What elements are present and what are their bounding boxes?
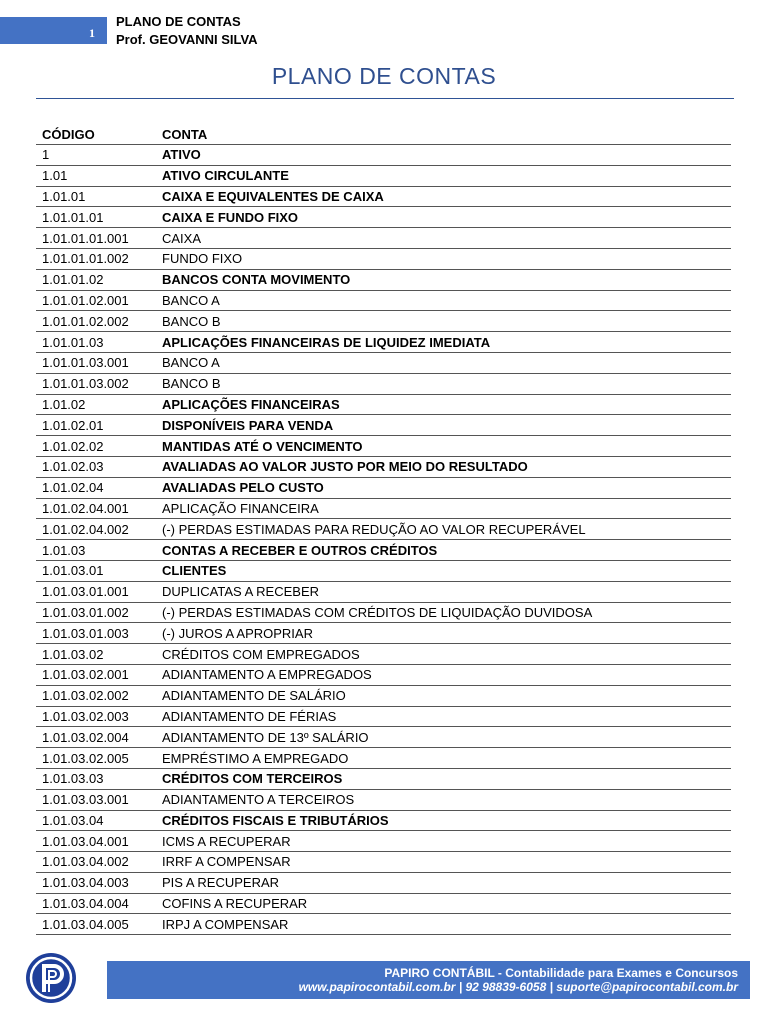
page-number: 1 bbox=[89, 26, 95, 40]
table-row bbox=[36, 602, 731, 623]
table-row bbox=[36, 706, 731, 727]
account-code: 1.01.03.04 bbox=[36, 810, 156, 831]
account-name: COFINS A RECUPERAR bbox=[156, 893, 731, 914]
account-name: DISPONÍVEIS PARA VENDA bbox=[156, 415, 731, 436]
table-row bbox=[36, 789, 731, 810]
account-name: ADIANTAMENTO A EMPREGADOS bbox=[156, 664, 731, 685]
header-title: PLANO DE CONTAS bbox=[116, 14, 241, 29]
account-name: IRRF A COMPENSAR bbox=[156, 852, 731, 873]
table-body bbox=[36, 145, 731, 935]
account-code: 1.01.03.03.001 bbox=[36, 789, 156, 810]
column-header-code: CÓDIGO bbox=[36, 124, 156, 145]
account-name: PIS A RECUPERAR bbox=[156, 872, 731, 893]
account-name: APLICAÇÃO FINANCEIRA bbox=[156, 498, 731, 519]
account-code: 1.01.03.04.001 bbox=[36, 831, 156, 852]
table-row bbox=[36, 165, 731, 186]
account-name: BANCO B bbox=[156, 373, 731, 394]
header-author: Prof. GEOVANNI SILVA bbox=[116, 32, 258, 47]
table-row bbox=[36, 290, 731, 311]
table-row bbox=[36, 519, 731, 540]
accounts-table bbox=[36, 124, 731, 935]
account-code: 1.01.01.03.001 bbox=[36, 352, 156, 373]
account-name: CONTAS A RECEBER E OUTROS CRÉDITOS bbox=[156, 540, 731, 561]
table-row bbox=[36, 581, 731, 602]
table-row bbox=[36, 727, 731, 748]
page-title: PLANO DE CONTAS bbox=[271, 63, 497, 89]
account-code: 1.01.03.02.003 bbox=[36, 706, 156, 727]
footer-bar bbox=[107, 961, 750, 999]
table-header-row bbox=[36, 124, 731, 145]
account-code: 1.01.03.02.002 bbox=[36, 685, 156, 706]
account-code: 1.01.03.04.005 bbox=[36, 914, 156, 935]
table-row bbox=[36, 332, 731, 353]
account-name: CLIENTES bbox=[156, 560, 731, 581]
account-name: CAIXA bbox=[156, 228, 731, 249]
account-code: 1.01.03.02.004 bbox=[36, 727, 156, 748]
account-code: 1.01.02.01 bbox=[36, 415, 156, 436]
account-code: 1.01.03.01.003 bbox=[36, 623, 156, 644]
account-code: 1.01.01.01.001 bbox=[36, 228, 156, 249]
account-name: CRÉDITOS FISCAIS E TRIBUTÁRIOS bbox=[156, 810, 731, 831]
account-code: 1.01.01.02.002 bbox=[36, 311, 156, 332]
account-code: 1.01.02 bbox=[36, 394, 156, 415]
account-code: 1.01.03.02.005 bbox=[36, 748, 156, 769]
account-name: ATIVO bbox=[156, 145, 731, 166]
account-name: BANCOS CONTA MOVIMENTO bbox=[156, 269, 731, 290]
account-name: (-) PERDAS ESTIMADAS PARA REDUÇÃO AO VALOR RECUPERÁVEL bbox=[156, 519, 731, 540]
account-code: 1.01.03.04.004 bbox=[36, 893, 156, 914]
footer-contact[interactable]: www.papirocontabil.com.br | 92 98839-6058 | suporte@papirocontabil.com.br bbox=[298, 980, 738, 994]
account-code: 1.01.01.02 bbox=[36, 269, 156, 290]
account-name: DUPLICATAS A RECEBER bbox=[156, 581, 731, 602]
account-name: AVALIADAS PELO CUSTO bbox=[156, 477, 731, 498]
table-row bbox=[36, 415, 731, 436]
title-divider bbox=[36, 98, 734, 99]
footer-brand: PAPIRO CONTÁBIL - Contabilidade para Exames e Concursos bbox=[384, 966, 738, 980]
column-header-account: CONTA bbox=[156, 124, 731, 145]
account-code: 1.01.01.01.002 bbox=[36, 248, 156, 269]
account-name: APLICAÇÕES FINANCEIRAS DE LIQUIDEZ IMEDIATA bbox=[156, 332, 731, 353]
account-name: IRPJ A COMPENSAR bbox=[156, 914, 731, 935]
account-code: 1.01.01.03 bbox=[36, 332, 156, 353]
account-code: 1.01.02.03 bbox=[36, 456, 156, 477]
table-row bbox=[36, 540, 731, 561]
table-row bbox=[36, 145, 731, 166]
account-code: 1.01.03.03 bbox=[36, 768, 156, 789]
table-row bbox=[36, 852, 731, 873]
account-name: CRÉDITOS COM EMPREGADOS bbox=[156, 644, 731, 665]
table-row bbox=[36, 269, 731, 290]
table-row bbox=[36, 228, 731, 249]
table-row bbox=[36, 685, 731, 706]
table-row bbox=[36, 664, 731, 685]
table-row bbox=[36, 477, 731, 498]
account-name: ADIANTAMENTO DE SALÁRIO bbox=[156, 685, 731, 706]
account-code: 1.01.03.01 bbox=[36, 560, 156, 581]
table-row bbox=[36, 831, 731, 852]
account-name: (-) JUROS A APROPRIAR bbox=[156, 623, 731, 644]
account-code: 1.01.03.04.003 bbox=[36, 872, 156, 893]
account-code: 1.01.03.02 bbox=[36, 644, 156, 665]
account-name: CRÉDITOS COM TERCEIROS bbox=[156, 768, 731, 789]
account-name: CAIXA E EQUIVALENTES DE CAIXA bbox=[156, 186, 731, 207]
table-row bbox=[36, 311, 731, 332]
table-row bbox=[36, 560, 731, 581]
account-code: 1.01.03.02.001 bbox=[36, 664, 156, 685]
account-code: 1.01.03.04.002 bbox=[36, 852, 156, 873]
account-code: 1.01 bbox=[36, 165, 156, 186]
table-row bbox=[36, 436, 731, 457]
table-row bbox=[36, 498, 731, 519]
table-row bbox=[36, 352, 731, 373]
table-row bbox=[36, 768, 731, 789]
account-name: EMPRÉSTIMO A EMPREGADO bbox=[156, 748, 731, 769]
account-name: BANCO A bbox=[156, 352, 731, 373]
account-code: 1.01.02.04.001 bbox=[36, 498, 156, 519]
account-name: BANCO A bbox=[156, 290, 731, 311]
table-row bbox=[36, 810, 731, 831]
account-code: 1.01.02.04 bbox=[36, 477, 156, 498]
table-row bbox=[36, 248, 731, 269]
account-name: ICMS A RECUPERAR bbox=[156, 831, 731, 852]
table-row bbox=[36, 644, 731, 665]
account-name: ADIANTAMENTO DE 13º SALÁRIO bbox=[156, 727, 731, 748]
account-code: 1 bbox=[36, 145, 156, 166]
account-name: APLICAÇÕES FINANCEIRAS bbox=[156, 394, 731, 415]
account-name: ADIANTAMENTO DE FÉRIAS bbox=[156, 706, 731, 727]
account-code: 1.01.02.04.002 bbox=[36, 519, 156, 540]
table-row bbox=[36, 748, 731, 769]
account-code: 1.01.03 bbox=[36, 540, 156, 561]
table-row bbox=[36, 893, 731, 914]
account-code: 1.01.03.01.002 bbox=[36, 602, 156, 623]
papiro-logo-icon bbox=[25, 952, 77, 1004]
account-code: 1.01.01.01 bbox=[36, 207, 156, 228]
table-row bbox=[36, 623, 731, 644]
account-code: 1.01.03.01.001 bbox=[36, 581, 156, 602]
account-name: (-) PERDAS ESTIMADAS COM CRÉDITOS DE LIQUIDAÇÃO DUVIDOSA bbox=[156, 602, 731, 623]
table-row bbox=[36, 394, 731, 415]
account-name: ADIANTAMENTO A TERCEIROS bbox=[156, 789, 731, 810]
table-row bbox=[36, 456, 731, 477]
account-code: 1.01.01.02.001 bbox=[36, 290, 156, 311]
account-name: MANTIDAS ATÉ O VENCIMENTO bbox=[156, 436, 731, 457]
account-name: BANCO B bbox=[156, 311, 731, 332]
table-row bbox=[36, 914, 731, 935]
account-name: CAIXA E FUNDO FIXO bbox=[156, 207, 731, 228]
account-name: AVALIADAS AO VALOR JUSTO POR MEIO DO RESULTADO bbox=[156, 456, 731, 477]
header-text bbox=[116, 13, 258, 49]
table-row bbox=[36, 207, 731, 228]
account-code: 1.01.01.03.002 bbox=[36, 373, 156, 394]
table-row bbox=[36, 872, 731, 893]
account-name: ATIVO CIRCULANTE bbox=[156, 165, 731, 186]
account-code: 1.01.02.02 bbox=[36, 436, 156, 457]
table-row bbox=[36, 186, 731, 207]
account-code: 1.01.01 bbox=[36, 186, 156, 207]
account-name: FUNDO FIXO bbox=[156, 248, 731, 269]
table-row bbox=[36, 373, 731, 394]
